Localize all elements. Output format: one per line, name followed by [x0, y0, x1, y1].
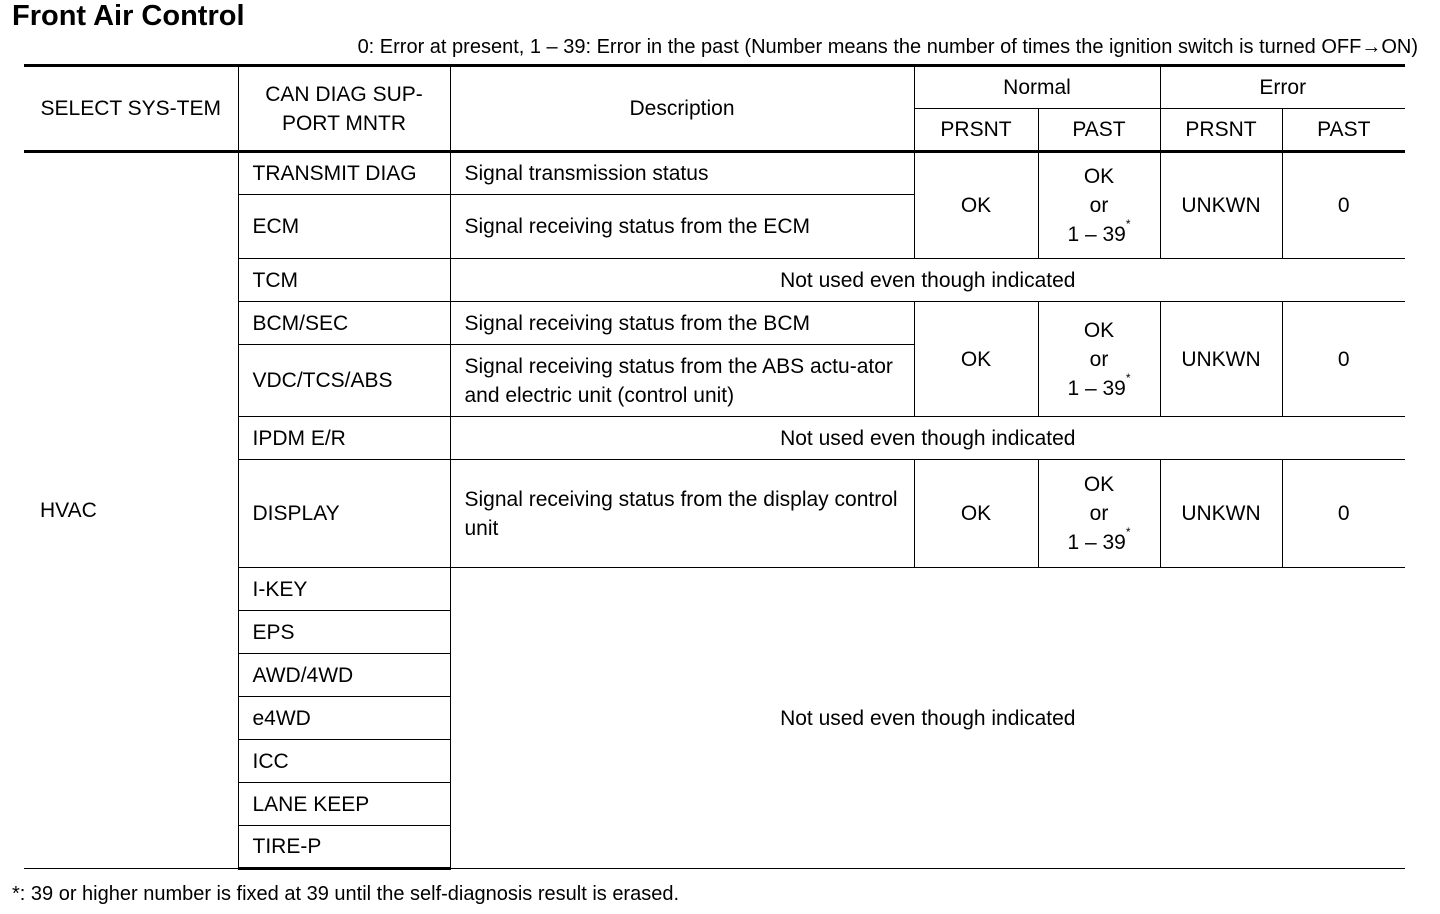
error-past-cell: 0: [1282, 302, 1405, 417]
monitor-cell: BCM/SEC: [238, 302, 450, 345]
error-prsnt-cell: UNKWN: [1160, 460, 1282, 568]
footnote-mark: *: [1125, 370, 1131, 385]
header-description: Description: [450, 66, 914, 152]
header-normal-past: PAST: [1038, 109, 1160, 152]
error-prsnt-cell: UNKWN: [1160, 302, 1282, 417]
past-range-text: 1 – 39: [1067, 531, 1126, 554]
past-or-text: or: [1089, 347, 1109, 371]
past-range-text: 1 – 39: [1067, 376, 1126, 400]
not-used-cell: Not used even though indicated: [450, 417, 1405, 460]
header-error: Error: [1160, 66, 1405, 109]
page-title: Front Air Control: [12, 0, 245, 32]
header-can-diag: CAN DIAG SUP-PORT MNTR: [238, 66, 450, 152]
monitor-cell: e4WD: [238, 697, 450, 740]
header-error-prsnt: PRSNT: [1160, 109, 1282, 152]
past-or-text: or: [1089, 502, 1109, 525]
header-select-system: SELECT SYS-TEM: [24, 66, 238, 152]
monitor-cell: TIRE-P: [238, 826, 450, 869]
monitor-cell: LANE KEEP: [238, 783, 450, 826]
header-normal: Normal: [914, 66, 1160, 109]
description-cell: Signal receiving status from the display control unit: [450, 460, 914, 568]
past-ok-text: OK: [1083, 473, 1115, 496]
monitor-cell: VDC/TCS/ABS: [238, 345, 450, 417]
header-normal-prsnt: PRSNT: [914, 109, 1038, 152]
error-past-cell: 0: [1282, 460, 1405, 568]
past-ok-text: OK: [1083, 165, 1115, 188]
past-or-text: or: [1089, 194, 1109, 217]
monitor-cell: I-KEY: [238, 568, 450, 611]
normal-prsnt-cell: OK: [914, 460, 1038, 568]
normal-prsnt-cell: OK: [914, 302, 1038, 417]
monitor-cell: TRANSMIT DIAG: [238, 152, 450, 195]
error-prsnt-cell: UNKWN: [1160, 152, 1282, 259]
can-diag-table: [24, 64, 1405, 870]
normal-past-cell: [1038, 152, 1160, 259]
system-hvac: HVAC: [24, 152, 238, 869]
monitor-cell: AWD/4WD: [238, 654, 450, 697]
monitor-cell: ICC: [238, 740, 450, 783]
monitor-cell: TCM: [238, 259, 450, 302]
description-cell: Signal receiving status from the ECM: [450, 195, 914, 259]
normal-past-cell: [1038, 460, 1160, 568]
monitor-cell: IPDM E/R: [238, 417, 450, 460]
description-cell: Signal receiving status from the BCM: [450, 302, 914, 345]
footnote: *: 39 or higher number is fixed at 39 until the self-diagnosis result is erased.: [12, 883, 680, 905]
past-ok-text: OK: [1083, 318, 1115, 342]
monitor-cell: DISPLAY: [238, 460, 450, 568]
footnote-mark: *: [1125, 525, 1131, 539]
monitor-cell: ECM: [238, 195, 450, 259]
error-legend-note: 0: Error at present, 1 – 39: Error in the past (Number means the number of times the ignition switch is turned OFF→ON): [357, 36, 1418, 58]
past-range-text: 1 – 39: [1067, 223, 1126, 246]
normal-prsnt-cell: OK: [914, 152, 1038, 259]
monitor-cell: EPS: [238, 611, 450, 654]
normal-past-cell: [1038, 302, 1160, 417]
not-used-cell: Not used even though indicated: [450, 259, 1405, 302]
header-error-past: PAST: [1282, 109, 1405, 152]
error-past-cell: 0: [1282, 152, 1405, 259]
description-cell: Signal receiving status from the ABS actu-ator and electric unit (control unit): [450, 345, 914, 417]
footnote-mark: *: [1125, 217, 1131, 231]
table-row: [24, 152, 1405, 195]
description-cell: Signal transmission status: [450, 152, 914, 195]
not-used-cell: Not used even though indicated: [450, 568, 1405, 869]
